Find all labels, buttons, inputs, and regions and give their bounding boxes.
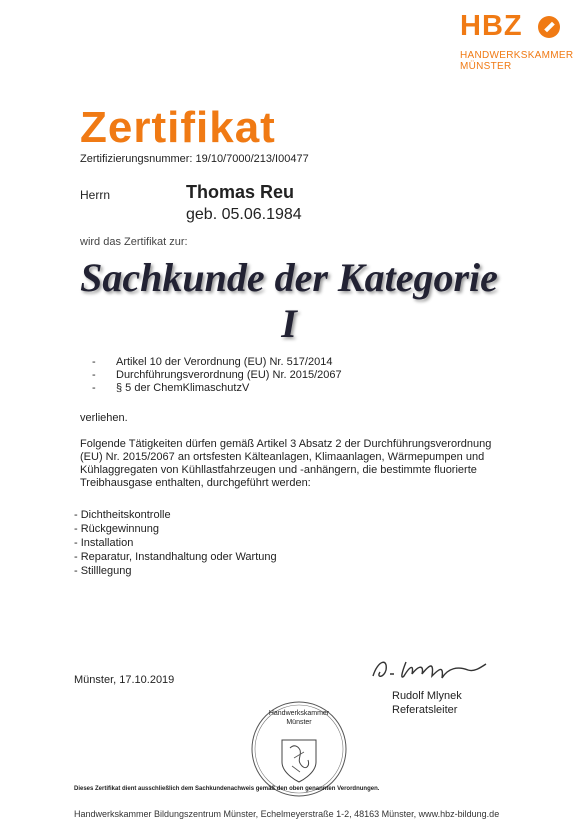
task-item: - Stilllegung <box>74 565 132 577</box>
granted-text: verliehen. <box>80 412 128 424</box>
place-date: Münster, 17.10.2019 <box>74 674 175 686</box>
task-list <box>74 508 277 578</box>
legal-basis-list <box>92 356 342 395</box>
legal-basis-item: - § 5 der ChemKlimaschutzV <box>92 382 250 394</box>
footer-note: Dieses Zertifikat dient ausschließlich dem Sachkundenachweis gemäß den oben genannten Verordnungen. <box>74 786 380 792</box>
activities-paragraph <box>80 438 520 490</box>
signer-role: Referatsleiter <box>392 704 458 716</box>
task-item: - Dichtheitskontrolle <box>74 509 171 521</box>
logo-brand: HBZ <box>460 10 523 42</box>
legal-basis-item: - Durchführungsverordnung (EU) Nr. 2015/2067 <box>92 369 342 381</box>
intro-text: wird das Zertifikat zur: <box>80 236 188 248</box>
signature-icon <box>368 652 498 686</box>
logo-line1: HANDWERKSKAMMER <box>460 50 574 61</box>
category-numeral: I <box>281 301 297 346</box>
activities-line: (EU) Nr. 2015/2067 an ortsfesten Kälteanlagen, Klimaanlagen, Wärmepumpen und <box>80 451 485 463</box>
logo-mark-icon <box>538 16 560 38</box>
task-item: - Installation <box>74 537 134 549</box>
signer-name: Rudolf Mlynek <box>392 690 462 702</box>
seal-text-line2: Münster <box>286 719 312 726</box>
hbz-logo <box>460 10 574 80</box>
activities-line: Treibhausgase enthalten, durchgeführt werden: <box>80 477 311 489</box>
footer-address: Handwerkskammer Bildungszentrum Münster, Echelmeyerstraße 1-2, 48163 Münster, www.hbz-bildung.de <box>74 809 500 819</box>
recipient-name: Thomas Reu <box>186 182 295 202</box>
task-item: - Rückgewinnung <box>74 523 159 535</box>
certificate-headline: Sachkunde der Kategorie <box>80 255 498 300</box>
logo-line2: MÜNSTER <box>460 61 512 72</box>
task-item: - Reparatur, Instandhaltung oder Wartung <box>74 551 277 563</box>
certificate-title: Zertifikat <box>80 103 276 152</box>
salutation: Herrn <box>80 188 111 202</box>
activities-line: Folgende Tätigkeiten dürfen gemäß Artikel 3 Absatz 2 der Durchführungsverordnung <box>80 438 492 450</box>
legal-basis-item: - Artikel 10 der Verordnung (EU) Nr. 517/2014 <box>92 356 333 368</box>
official-seal <box>250 700 348 798</box>
seal-text-line1: Handwerkskammer <box>268 710 330 717</box>
recipient-birth: geb. 05.06.1984 <box>186 206 302 223</box>
certificate-number: Zertifizierungsnummer: 19/10/7000/213/I00477 <box>80 153 309 165</box>
activities-line: Kühlaggregaten von Kühllastfahrzeugen und -anhängern, die bestimmte fluorierte <box>80 464 477 476</box>
